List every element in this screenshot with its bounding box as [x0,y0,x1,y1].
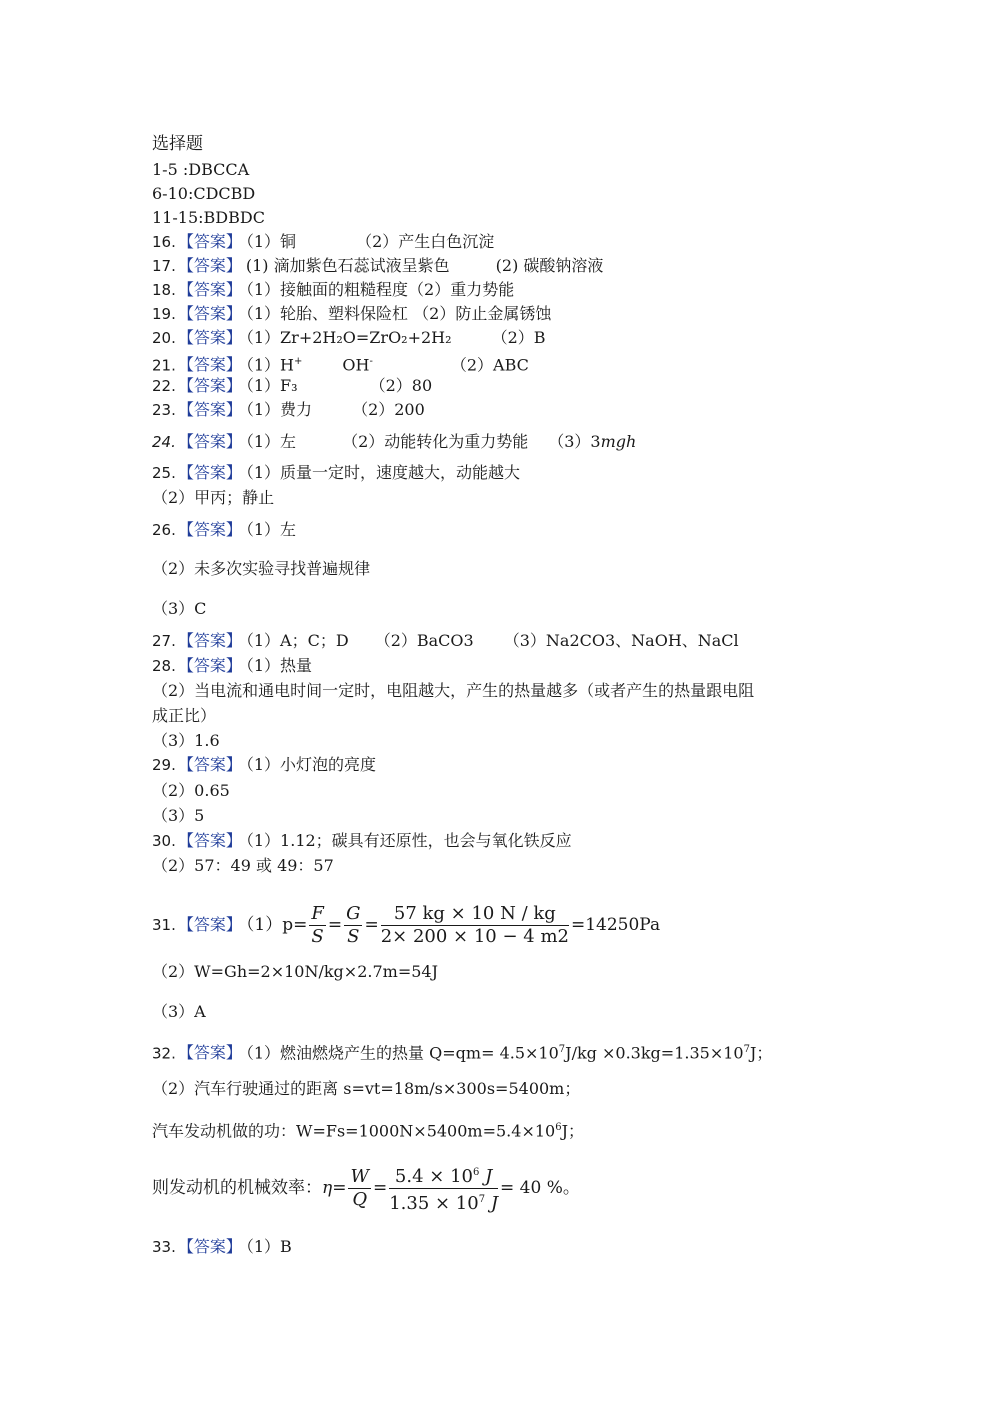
answer-part-1: （1）F₃ [245,376,298,395]
answer-part-2: （2）BaCO3 [374,631,474,650]
answer-part-1: （1）费力 [245,400,313,419]
answer-part-1: （1）Zr+2H₂O=ZrO₂+2H₂ [245,328,452,347]
fraction-numerator: F [311,903,324,924]
answer-20 [152,327,546,349]
answer-tag: 【答案】 [177,232,242,251]
answer-28-part-2-line-1: （2）当电流和通电时间一定时，电阻越大，产生的热量越多（或者产生的热量跟电阻 [152,681,755,700]
denominator-unit: J [485,1193,499,1214]
answer-23 [152,399,425,421]
answer-tag: 【答案】 [177,1043,242,1063]
answer-27 [152,630,739,652]
answer-tag: 【答案】 [177,355,242,375]
superscript: + [294,356,303,367]
answer-30-part-2: （2）57：49 或 49：57 [152,856,334,875]
answer-tag: 【答案】 [177,520,242,539]
answer-tag: 【答案】 [177,304,242,323]
eta-symbol: η [322,1178,333,1198]
formula-prefix: （1）p= [245,915,308,935]
superscript: 6 [555,1122,562,1133]
answer-part-2: （2）ABC [450,355,529,375]
question-number: 25. [152,464,176,482]
question-number: 21. [152,356,176,375]
question-number: 22. [152,377,176,395]
superscript: 7 [743,1044,750,1055]
answer-tag: 【答案】 [177,256,242,275]
answer-29-part-2: （2）0.65 [152,781,230,800]
answer-32-part-2: （2）汽车行驶通过的距离 s=vt=18m/s×300s=5400m； [152,1079,581,1098]
answer-31 [152,901,660,949]
answer-tag: 【答案】 [177,463,242,482]
answer-21 [152,351,529,376]
fraction-f-over-s [309,903,326,948]
fraction-denominator: S [311,926,324,947]
answer-part-2: （2）动能转化为重力势能 [342,432,529,451]
superscript: - [369,356,373,367]
answer-16 [152,231,494,253]
numerator-base: 5.4 × 10 [394,1166,473,1187]
fraction-w-over-q [348,1166,371,1211]
answer-33 [152,1236,292,1258]
answer-part-1: （1）小灯泡的亮度 [245,755,377,774]
fraction-denominator: 2× 200 × 10 − 4 m2 [380,926,569,947]
answer-part-1-mid: J/kg ×0.3kg=1.35×10 [565,1043,744,1063]
superscript: 7 [558,1044,566,1055]
answer-31-part-2: （2）W=Gh=2×10N/kg×2.7m=54J [152,962,439,981]
mc-answers-6-10: 6-10:CDCBD [152,184,256,203]
answer-25-part-2: （2）甲丙；静止 [152,488,275,507]
answer-tag: 【答案】 [177,400,242,419]
answer-part-2: （2）B [491,328,546,347]
fraction-numerator: W [350,1166,369,1187]
answer-part-1: (1) 滴加紫色石蕊试液呈紫色 [245,256,450,275]
numerator-unit: J [479,1166,493,1187]
answer-tag: 【答案】 [177,376,242,395]
answer-tag: 【答案】 [177,328,242,347]
answer-32-efficiency [152,1162,580,1215]
answer-part-1: （1）铜 [245,232,297,251]
question-number: 19. [152,305,176,323]
answer-part-1: （1）A；C；D [245,631,349,650]
question-number: 29. [152,756,176,774]
answer-part-1: （1）1.12；碳具有还原性，也会与氧化铁反应 [245,831,572,850]
equals-sign: = [327,915,343,935]
answer-28-part-3: （3）1.6 [152,731,220,750]
equals-sign: = [332,1178,347,1198]
answer-part-2: (2) 碳酸钠溶液 [495,256,604,275]
question-number: 32. [152,1044,176,1063]
answer-29 [152,754,376,776]
answer-24 [152,431,636,453]
answer-31-part-3: （3）A [152,1002,206,1021]
answer-26 [152,519,296,541]
fraction-denominator: S [347,926,360,947]
answer-tag: 【答案】 [177,1237,242,1256]
superscript: 7 [478,1194,486,1205]
mc-answers-1-5: 1-5 :DBCCA [152,160,250,179]
question-number: 17. [152,257,176,275]
answer-25 [152,462,520,484]
fraction-numerator: G [346,903,361,924]
answer-26-part-3: （3）C [152,599,207,618]
fraction-numerator [389,1162,498,1189]
formula-result: =14250Pa [570,915,661,935]
answer-part-1: （1）轮胎、塑料保险杠 （2）防止金属锈蚀 [245,304,552,323]
answer-part-3: （3）Na2CO3、NaOH、NaCl [503,631,739,650]
answer-tag: 【答案】 [177,656,242,675]
answer-part-1: （1）燃油燃烧产生的热量 Q=qm= 4.5×10 [245,1043,559,1063]
answer-tag: 【答案】 [177,280,242,299]
answer-tag: 【答案】 [177,631,242,650]
fraction-g-over-s [344,903,362,948]
efficiency-result: = 40 %。 [500,1178,580,1198]
answer-18 [152,279,514,301]
answer-tag: 【答案】 [177,831,242,850]
question-number: 28. [152,657,176,675]
answer-part-1b: OH [342,355,370,375]
answer-part-2: （2）200 [352,400,425,419]
fraction-denominator [389,1189,498,1215]
answer-part-1: （1）左 [245,520,297,539]
question-number: 30. [152,832,176,850]
answer-29-part-3: （3）5 [152,806,205,825]
answer-part-2: （2）80 [369,376,433,395]
equals-sign: = [372,1178,388,1198]
question-number: 16. [152,233,176,251]
efficiency-prefix: 则发动机的机械效率： [152,1178,322,1198]
answer-28-part-2-line-2: 成正比） [152,706,217,725]
answer-part-3-var: mgh [600,432,637,451]
answer-17 [152,255,603,277]
question-number: 33. [152,1238,176,1256]
answer-30 [152,830,572,852]
answer-19 [152,303,551,325]
answer-tag: 【答案】 [177,915,242,934]
answer-28 [152,655,312,677]
answer-part-3: （3）3 [548,432,601,451]
equals-sign: = [364,915,379,935]
answer-part-2: （2）产生白色沉淀 [356,232,495,251]
answer-32-work [152,1117,584,1142]
question-number: 20. [152,329,176,347]
answer-part-1: （1）质量一定时，速度越大，动能越大 [245,463,521,482]
section-title: 选择题 [152,134,203,154]
answer-26-part-2: （2）未多次实验寻找普遍规律 [152,559,371,578]
mc-answers-11-15: 11-15:BDBDC [152,208,265,227]
answer-32 [152,1039,772,1064]
answer-part-1: （1）热量 [245,656,313,675]
fraction-efficiency-values [389,1162,498,1215]
answer-22 [152,375,432,397]
question-number: 31. [152,916,176,934]
question-number: 27. [152,632,176,650]
answer-part-1: （1）左 [245,432,297,451]
fraction-denominator: Q [352,1189,368,1210]
fraction-numerator: 57 kg × 10 N / kg [381,903,569,926]
question-number: 26. [152,521,176,539]
fraction-pressure-values [381,903,569,948]
answer-tag: 【答案】 [177,432,242,451]
work-end: J； [561,1121,585,1141]
work-text: 汽车发动机做的功：W=Fs=1000N×5400m=5.4×10 [152,1121,556,1141]
question-number: 18. [152,281,176,299]
answer-part-1: （1）接触面的粗糙程度（2）重力势能 [245,280,515,299]
answer-part-1: （1）B [245,1237,292,1256]
denominator-base: 1.35 × 10 [389,1193,479,1214]
question-number: 23. [152,401,176,419]
answer-tag: 【答案】 [177,755,242,774]
superscript: 6 [472,1167,480,1178]
answer-part-1: （1）H [245,355,295,375]
question-number: 24. [152,433,176,451]
answer-part-1-end: J； [749,1043,773,1063]
